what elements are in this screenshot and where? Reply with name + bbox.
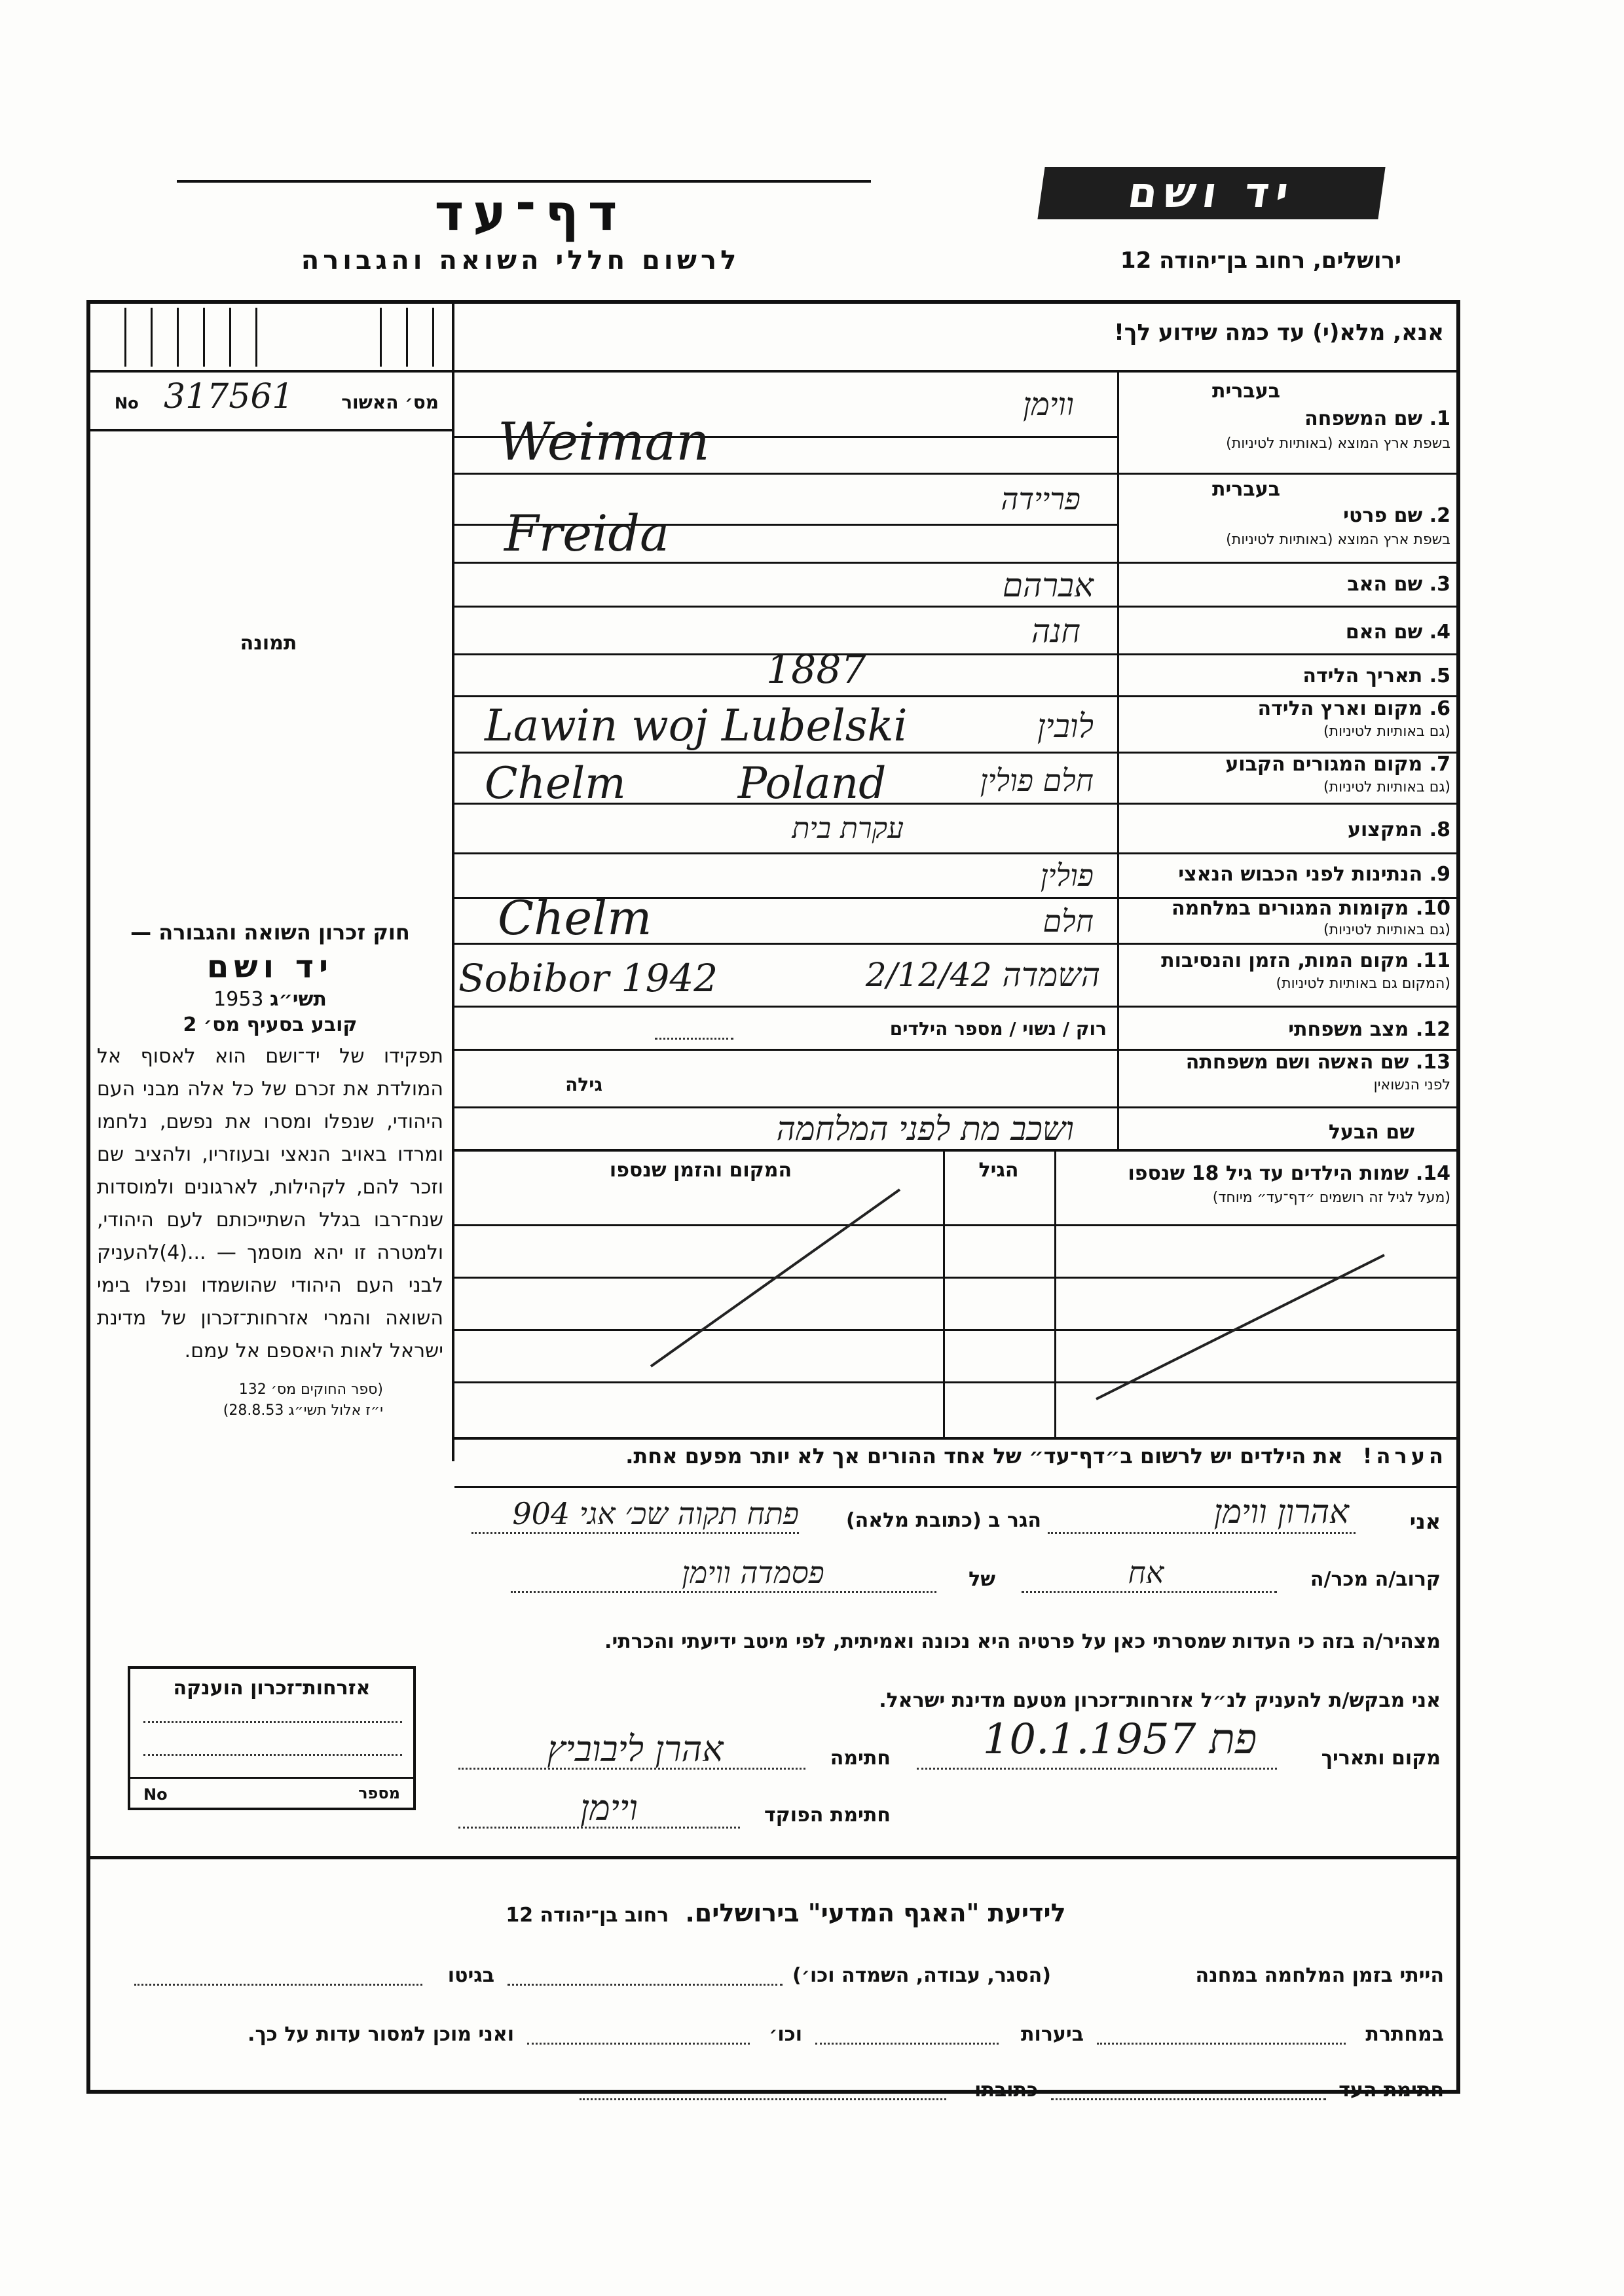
place-date-label: מקום ותאריך <box>1321 1747 1441 1770</box>
field-wife-name: 13. שם האשה ושם משפחתה לפני הנשואין <box>1185 1051 1450 1093</box>
bottom-line-1: הייתי בזמן המלחמה במחנה (הסגר, עבודה, השמדה וכו׳) בגיטו <box>98 1964 1444 1997</box>
signature-label: חתימה <box>830 1747 891 1770</box>
wartime-residence-latin-value: Chelm <box>498 890 652 945</box>
death-place-hebrew-value: השמדה 2/12/42 <box>865 956 1100 994</box>
bottom-section-rule <box>89 1856 1460 1859</box>
declarant-name-dots <box>1048 1532 1356 1534</box>
citizenship-box: אזרחות־זכרון הוענקה No מספר <box>128 1666 416 1810</box>
relative-label: קרוב/ה מכר/ה <box>1310 1568 1441 1591</box>
bottom-line-3: חתימת העד כתובתו <box>98 2079 1444 2111</box>
occupation-value: עקרת בית <box>792 812 904 845</box>
declarant-name-value: אהרון ווימן <box>1213 1493 1349 1531</box>
intro-rule <box>452 370 1460 373</box>
field-birth-place: 6. מקום וארץ הלידה (גם באותיות לטיניות) <box>1257 697 1450 740</box>
declarant-ani: אני <box>1409 1509 1441 1534</box>
children-place-header: המקום והזמן שנספו <box>609 1159 792 1182</box>
official-signature-value: ויימן <box>580 1787 638 1829</box>
relation-dots <box>1022 1591 1277 1593</box>
field-1-rule <box>454 473 1458 475</box>
wartime-residence-hebrew-value: חלם <box>1043 903 1094 939</box>
field-3-rule <box>454 606 1458 608</box>
place-date-dots <box>917 1768 1277 1770</box>
header-address: ירושלים, רחוב בן־יהודה 12 <box>1120 247 1401 274</box>
birth-date-value: 1887 <box>766 647 866 693</box>
residence-latin-value: Chelm Poland <box>485 758 887 809</box>
of-label: של <box>969 1568 995 1591</box>
declaration-text: מצהיר/ה בזה כי העדות שמסרתי כאן על פרטיה היא נכונה ואמיתית, לפי מיטב ידיעתי והכרתי. <box>604 1630 1441 1653</box>
intro-text: אנא, מלא(י) עד כמה שידוע לך! <box>1114 319 1444 346</box>
declarant-resides-label: הגר ב (כתובת מלאה) <box>845 1509 1041 1532</box>
father-name-value: אברהם <box>1002 566 1094 604</box>
field-death-place: 11. מקום המות, הזמן והנסיבות (המקום גם באותיות לטיניות) <box>1161 949 1450 992</box>
bottom-line-2: במחתרת ביערות וכו׳ ואני מוכן למסור עדות על כך. <box>248 2023 1444 2046</box>
field-nationality: 9. הנתינות לפני הכבוש הנאצי <box>1178 863 1450 886</box>
husband-name-value: ושכב מת לפני המלחמה <box>776 1110 1074 1148</box>
field-mother-name: 4. שם האם <box>1345 621 1450 644</box>
birth-place-hebrew-value: לובין <box>1037 707 1094 745</box>
surname-latin-value: Weiman <box>498 411 710 472</box>
address-dots <box>471 1532 799 1534</box>
field-first-name: בעברית 2. שם פרטי בשפת ארץ המוצא (באותיות לטיניות) <box>1212 478 1450 548</box>
reg-rule-top <box>89 370 453 373</box>
surname-hebrew-value: ווימן <box>1023 386 1074 423</box>
reg-rule-bottom <box>89 429 453 431</box>
request-text: אני מבקש/ת להעניק לנ״ל אזרחות־זכרון מטעם מדינת ישראל. <box>879 1689 1441 1712</box>
form-subtitle: לרשום חללי השואה והגבורה <box>301 246 741 276</box>
official-signature-label: חתימת הפוקד <box>764 1804 891 1827</box>
tick-marks <box>98 308 445 367</box>
field-4-rule <box>454 653 1458 655</box>
of-name-dots <box>511 1591 936 1593</box>
children-age-header: הגיל <box>978 1159 1019 1182</box>
note-row: הערה! את הילדים יש לרשום ב״דף־עד״ של אחד ההורים אך לא יותר מפעם אחת. <box>625 1444 1447 1468</box>
field-husband-name: שם הבעל <box>1328 1121 1414 1144</box>
of-name-value: פסמדה ווימן <box>682 1555 824 1590</box>
nationality-value: פולין <box>1040 858 1094 893</box>
first-name-hebrew-value: פריידה <box>1001 481 1080 517</box>
first-name-latin-value: Freida <box>504 504 670 562</box>
children-count-dots <box>655 1038 733 1040</box>
relation-value: אח <box>1128 1555 1164 1590</box>
field-surname: בעברית 1. שם המשפחה בשפת ארץ המוצא (באותיות לטיניות) <box>1212 380 1450 452</box>
field-marital-status: 12. מצב משפחתי <box>1288 1018 1450 1041</box>
field-father-name: 3. שם האב <box>1347 573 1450 596</box>
wife-age-label: גילה <box>565 1074 602 1095</box>
field-residence: 7. מקום המגורים הקבוע (גם באותיות לטיניות) <box>1225 753 1450 795</box>
field-11-rule <box>454 1006 1458 1008</box>
children-header: 14. שמות הילדים עד גיל 18 שנספו (מעל לגיל זה רושמים ״דף־עד״ מיוחד) <box>1128 1162 1450 1206</box>
yad-vashem-logo: יד ושם <box>1037 167 1385 219</box>
children-crossout-strokes <box>454 1150 1458 1438</box>
photo-label: תמונה <box>240 632 297 655</box>
residence-hebrew-value: חלם פולין <box>980 763 1094 798</box>
field-wartime-residence: 10. מקומות המגורים במלחמה (גם באותיות לטיניות) <box>1172 897 1450 938</box>
signature-value: אהרן ליבוביץ <box>547 1728 724 1770</box>
form-title: דף־עד <box>434 183 627 242</box>
declarant-address-value: פתח תקוה שכ׳ אגי 904 <box>512 1496 799 1531</box>
marital-status-options: רוק / נשוי / מספר הילדים <box>889 1018 1107 1040</box>
field-occupation: 8. המקצוע <box>1347 818 1450 841</box>
note-rule <box>454 1486 1460 1488</box>
field-13-rule <box>454 1106 1458 1108</box>
place-date-value: פת 10.1.1957 <box>982 1715 1257 1764</box>
registration-number: No 317561 מס׳ האשור <box>115 377 439 416</box>
law-block: חוק זכרון השואה והגבורה — יד ושם תשי״ג 1953 קובע בסעיף מס׳ 2 תפקידו של יד־ושם הוא לאסוף אל המולדת את זכרם של כל אלה מבני העם היהודי, שנפלו ומסרו את נפשם, נלחמו ומרדו באויב הנאצי ובעוזריו, ולהציב שם וזכר להם, לקהילות, לארגונים ולמוסדות שנח־רבו בגלל השתייכותם לעם היהודי, ולמטרה זו יהא מוסמך — ...(4)להעניק לבני העם היהודי שהושמדו ונפלו בימי השואה והמרי אזרחות־זכרון של מדינת ישראל לאות היאספם אל עמם. (ספר החוקים מס׳ 132 י״ז אלול תשי״ג 28.8.53) <box>97 920 443 1419</box>
field-birth-date: 5. תאריך הלידה <box>1302 665 1450 687</box>
header-rule <box>177 180 871 183</box>
birth-place-latin-value: Lawin woj Lubelski <box>485 701 908 751</box>
death-place-latin-value: Sobibor 1942 <box>458 956 718 1000</box>
label-column-divider <box>1117 370 1119 1149</box>
bottom-title: לידיעת "האגף המדעי" בירושלים. רחוב בן־יהודה 12 <box>506 1899 1066 1927</box>
field-8-rule <box>454 852 1458 854</box>
mother-name-value: חנה <box>1031 612 1080 650</box>
